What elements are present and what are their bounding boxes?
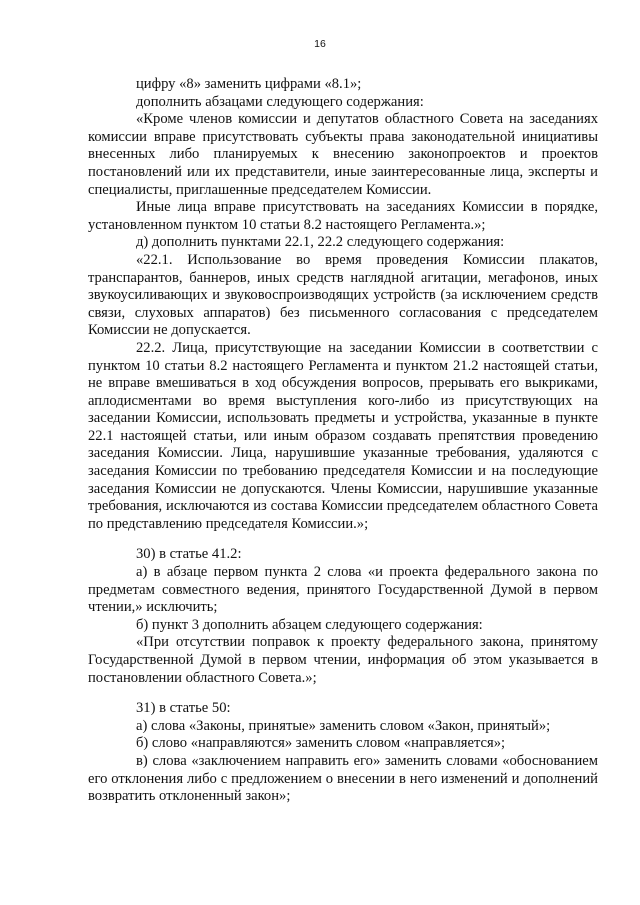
page-number: 16 xyxy=(314,38,326,50)
paragraph-other-persons: Иные лица вправе присутствовать на заседаниях Комиссии в порядке, установленном пунктом 10 статьи 8.2 настоящего Регламента.»; xyxy=(88,199,598,233)
paragraph-item-31-v: в) слова «заключением направить его» заменить словами «обоснованием его отклонения либо с предложением о внесении в него изменений и дополнений возвратить отклоненный закон»; xyxy=(88,752,598,805)
paragraph-item-31: 31) в статье 50: xyxy=(136,700,231,717)
paragraph-no-amendments: «При отсутствии поправок к проекту федерального закона, принятому Государственной Думой в первом чтении, информация об этом указывается в постановлении областного Совета.»; xyxy=(88,634,598,686)
paragraph-item-30-a: а) в абзаце первом пункта 2 слова «и проекта федерального закона по предметам совместного ведения, принятого Государственной Думой в первом чтении,» исключить; xyxy=(88,564,598,616)
paragraph-commission-members: «Кроме членов комиссии и депутатов областного Совета на заседаниях комиссии вправе присутствовать субъекты права законодательной инициативы внесенных либо планируемых к внесению законопроектов и проектов постановлений или их представители, иные заинтересованные лица, эксперты и специалисты, приглашенные председателем Комиссии. xyxy=(88,111,598,198)
document-body xyxy=(88,76,598,806)
paragraph-22-2: 22.2. Лица, присутствующие на заседании Комиссии в соответствии с пунктом 10 статьи 8.2 настоящего Регламента и пунктом 21.2 настоящей статьи, не вправе вмешиваться в ход обсуждения вопросов, прерывать его выкриками, аплодисментами во время выступления кого-либо из присутствующих на заседании Комиссии, использовать предметы и устройства, указанные в пункте 22.1 настоящей статьи, или иным образом создавать препятствия проведению заседания Комиссии. Лица, нарушившие указанные требования, удаляются с заседания Комиссии по требованию председателя Комиссии и на последующие заседания Комиссии не допускаются. Члены Комиссии, нарушившие указанные требования, исключаются из состава Комиссии председателем областного Совета по представлению председателя Комиссии.»; xyxy=(88,339,598,532)
paragraph-replace-digit: цифру «8» заменить цифрами «8.1»; xyxy=(136,76,362,92)
paragraph-item-30-b: б) пункт 3 дополнить абзацем следующего содержания: xyxy=(136,616,483,633)
paragraph-add-abzatsy: дополнить абзацами следующего содержания: xyxy=(136,93,424,110)
paragraph-item-30: 30) в статье 41.2: xyxy=(136,546,242,563)
paragraph-22-1: «22.1. Использование во время проведения Комиссии плакатов, транспарантов, баннеров, иных средств наглядной агитации, мегафонов, иных звукоусиливающих и звуковоспроизводящих устройств (за исключением средств связи, слуховых аппаратов) без письменного согласования с председателем Комиссии не допускается. xyxy=(88,251,598,339)
paragraph-item-d: д) дополнить пунктами 22.1, 22.2 следующего содержания: xyxy=(136,234,505,251)
paragraph-item-31-a: а) слова «Законы, принятые» заменить словом «Закон, принятый»; xyxy=(136,717,551,734)
paragraph-item-31-b: б) слово «направляются» заменить словом «направляется»; xyxy=(136,735,506,752)
